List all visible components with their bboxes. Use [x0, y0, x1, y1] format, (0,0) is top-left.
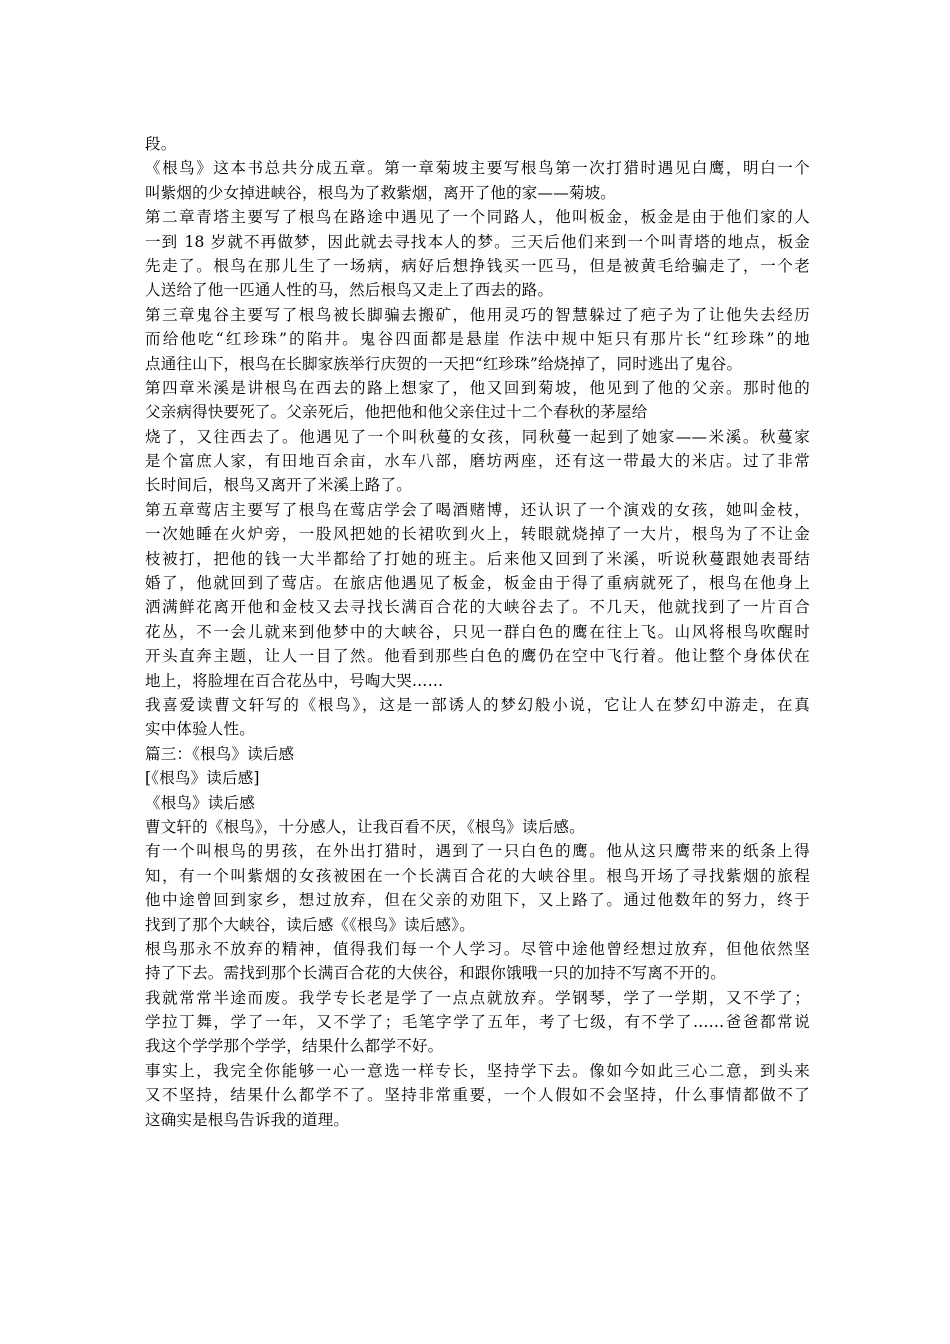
text-line: 他中途曾回到家乡，想过放弃，但在父亲的劝阻下，又上路了。通过他数年的努力，终于 [145, 891, 810, 910]
text-line: 《根鸟》这本书总共分成五章。第一章菊坡主要写根鸟第一次打猎时遇见白鹰，明白一个 [145, 159, 810, 178]
text-line: 篇三：《根鸟》读后感 [145, 744, 295, 763]
text-line: 人送给了他一匹通人性的马，然后根鸟又走上了西去的路。 [145, 281, 554, 300]
text-line: 持了下去。需找到那个长满百合花的大侠谷，和跟你饿哦一只的加持不写离不开的。 [145, 964, 726, 983]
text-line: 点通往山下，根鸟在长脚家族举行庆贺的一天把“红珍珠”给烧掉了，同时逃出了鬼谷。 [145, 354, 743, 373]
text-line: 洒满鲜花离开他和金枝又去寻找长满百合花的大峡谷去了。不几天，他就找到了一片百合 [145, 598, 810, 617]
text-line: 而给他吃“红珍珠”的陷井。鬼谷四面都是悬崖 作法中规中矩只有那片长“红珍珠”的地 [145, 330, 810, 349]
text-line: 先走了。根鸟在那儿生了一场病，病好后想挣钱买一匹马，但是被黄毛给骗走了，一个老 [145, 256, 810, 275]
text-line: 一次她睡在火炉旁，一股风把她的长裙吹到火上，转眼就烧掉了一大片，根鸟为了不让金 [145, 525, 810, 544]
text-line: 根鸟那永不放弃的精神，值得我们每一个人学习。尽管中途他曾经想过放弃，但他依然坚 [145, 939, 810, 958]
text-line: 开头直奔主题，让人一目了然。他看到那些白色的鹰仍在空中飞行着。他让整个身体伏在 [145, 647, 810, 666]
text-line: 《根鸟》读后感 [145, 793, 255, 812]
text-line: 我喜爱读曹文轩写的《根鸟》，这是一部诱人的梦幻般小说，它让人在梦幻中游走，在真 [145, 695, 810, 714]
text-line: 第四章米溪是讲根鸟在西去的路上想家了，他又回到菊坡，他见到了他的父亲。那时他的 [145, 378, 810, 397]
text-line: 花丛，不一会儿就来到他梦中的大峡谷，只见一群白色的鹰在往上飞。山风将根鸟吹醒时 [145, 622, 810, 641]
text-line: 实中体验人性。 [145, 720, 255, 739]
text-line: 知，有一个叫紫烟的女孩被困在一个长满百合花的大峡谷里。根鸟开场了寻找紫烟的旅程 [145, 866, 810, 885]
text-line: 我就常常半途而废。我学专长老是学了一点点就放弃。学钢琴，学了一学期，又不学了； [145, 988, 810, 1007]
text-line: 地上，将脸埋在百合花丛中，号啕大哭…… [145, 671, 444, 690]
text-line: 长时间后，根鸟又离开了米溪上路了。 [145, 476, 412, 495]
text-line: 第二章青塔主要写了根鸟在路途中遇见了一个同路人，他叫板金，板金是由于他们家的人 [145, 208, 810, 227]
text-line: 这确实是根鸟告诉我的道理。 [145, 1110, 350, 1129]
text-line: 婚了，他就回到了莺店。在旅店他遇见了板金，板金由于得了重病就死了，根鸟在他身上 [145, 574, 810, 593]
text-line: 又不坚持，结果什么都学不了。坚持非常重要，一个人假如不会坚持，什么事情都做不了 [145, 1086, 810, 1105]
text-line: 第五章莺店主要写了根鸟在莺店学会了喝酒赌博，还认识了一个演戏的女孩，她叫金枝， [145, 500, 810, 519]
text-line: [《根鸟》读后感] [145, 769, 260, 788]
text-line: 父亲病得快要死了。父亲死后，他把他和他父亲住过十二个春秋的茅屋给 [145, 403, 648, 422]
text-line: 找到了那个大峡谷，读后感《《根鸟》读后感》。 [145, 915, 475, 934]
text-line: 我这个学学那个学学，结果什么都学不好。 [145, 1037, 444, 1056]
text-line: 叫紫烟的少女掉进峡谷，根鸟为了救紫烟，离开了他的家——菊坡。 [145, 183, 617, 202]
text-line: 段。 [145, 135, 177, 153]
text-line: 第三章鬼谷主要写了根鸟被长脚骗去搬矿，他用灵巧的智慧躲过了疤子为了让他失去经历 [145, 305, 810, 324]
text-line: 有一个叫根鸟的男孩，在外出打猎时，遇到了一只白色的鹰。他从这只鹰带来的纸条上得 [145, 842, 810, 861]
document-body [145, 132, 810, 1132]
text-line: 一到 18 岁就不再做梦，因此就去寻找本人的梦。三天后他们来到一个叫青塔的地点，板金 [145, 232, 810, 251]
text-line: 是个富庶人家，有田地百余亩，水车八部，磨坊两座，还有这一带最大的米店。过了非常 [145, 452, 810, 471]
text-line: 事实上，我完全你能够一心一意选一样专长，坚持学下去。像如今如此三心二意，到头来 [145, 1061, 810, 1080]
text-line: 枝被打，把他的钱一大半都给了打她的班主。后来他又回到了米溪，听说秋蔓跟她表哥结 [145, 549, 810, 568]
text-line: 学拉丁舞，学了一年，又不学了；毛笔字学了五年，考了七级，有不学了……爸爸都常说 [145, 1013, 810, 1032]
text-line: 烧了，又往西去了。他遇见了一个叫秋蔓的女孩，同秋蔓一起到了她家——米溪。秋蔓家 [145, 427, 810, 446]
text-line: 曹文轩的《根鸟》，十分感人，让我百看不厌，《根鸟》读后感。 [145, 817, 585, 836]
